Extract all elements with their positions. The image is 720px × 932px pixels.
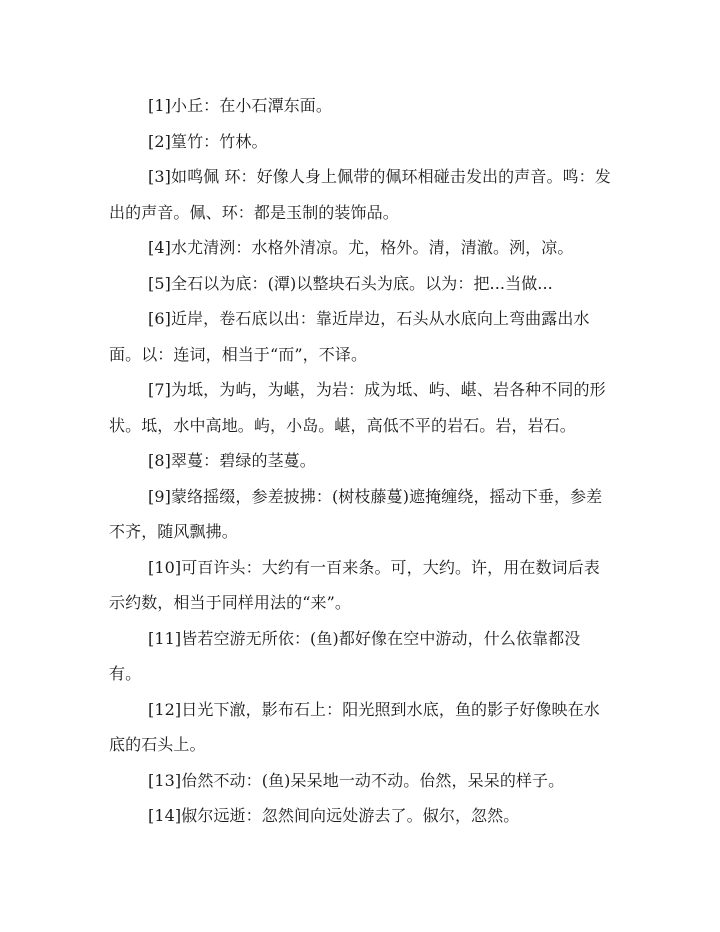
note-13: [13]佁然不动：(鱼)呆呆地一动不动。佁然，呆呆的样子。 xyxy=(148,770,565,790)
note-7: [7]为坻，为屿，为嵁，为岩：成为坻、屿、嵁、岩各种不同的形状。坻，水中高地。屿，小岛。嵁，高低不平的岩石。岩，岩石。 xyxy=(109,380,606,435)
note-11: [11]皆若空游无所依：(鱼)都好像在空中游动，什么依靠都没有。 xyxy=(109,628,581,683)
note-5: [5]全石以为底：(潭)以整块石头为底。以为：把...当做... xyxy=(148,273,553,293)
note-8: [8]翠蔓：碧绿的茎蔓。 xyxy=(148,451,316,470)
annotation-list xyxy=(109,88,611,834)
note-12: [12]日光下澈，影布石上：阳光照到水底，鱼的影子好像映在水底的石头上。 xyxy=(109,699,600,754)
note-1: [1]小丘：在小石潭东面。 xyxy=(148,96,332,115)
note-6: [6]近岸，卷石底以出：靠近岸边，石头从水底向上弯曲露出水面。以：连词，相当于“而”，不译。 xyxy=(109,309,590,364)
note-9: [9]蒙络摇缀，参差披拂：(树枝藤蔓)遮掩缠绕，摇动下垂，参差不齐，随风飘拂。 xyxy=(109,486,603,541)
note-10: [10]可百许头：大约有一百来条。可，大约。许，用在数词后表示约数，相当于同样用法的“来”。 xyxy=(109,557,600,612)
note-3: [3]如鸣佩 环：好像人身上佩带的佩环相碰击发出的声音。鸣：发出的声音。佩、环：都是玉制的装饰品。 xyxy=(109,167,611,222)
note-2: [2]篁竹：竹林。 xyxy=(148,131,268,151)
note-4: [4]水尤清洌：水格外清凉。尤，格外。清，清澈。洌，凉。 xyxy=(148,238,574,257)
note-14: [14]俶尔远逝：忽然间向远处游去了。俶尔，忽然。 xyxy=(148,806,520,825)
